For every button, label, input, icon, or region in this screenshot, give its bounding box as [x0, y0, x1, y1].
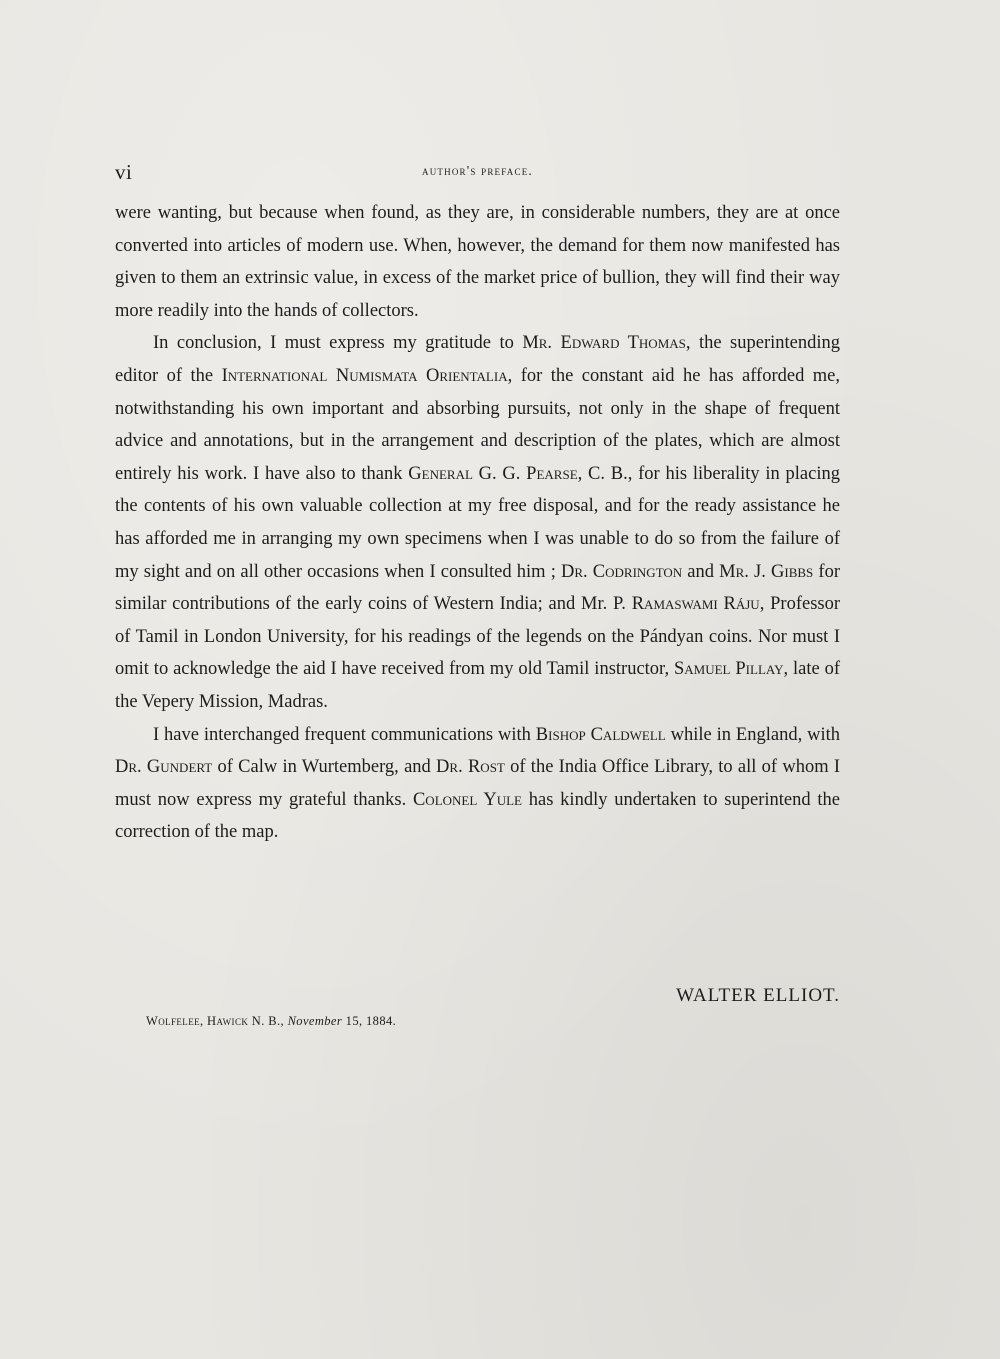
- page-number: vi: [115, 160, 133, 184]
- paragraph: [115, 327, 840, 718]
- small-caps-name: Mr. J. Gibbs: [719, 561, 814, 582]
- small-caps-name: Samuel Pillay: [673, 659, 784, 680]
- text-run: of Calw in Wurtemberg, and: [212, 757, 437, 778]
- text-run: and: [682, 561, 720, 582]
- page-header: [115, 160, 840, 184]
- text-run: of the India Office Library, to all of whom I must now express my grateful thanks.: [115, 757, 841, 810]
- small-caps-name: Dr. Rost: [436, 757, 505, 778]
- paragraph: [115, 197, 840, 327]
- small-caps-name: Bishop Caldwell: [535, 724, 666, 745]
- text-run: while in England, with: [665, 724, 840, 745]
- dateline: [146, 1014, 396, 1029]
- text-run: were wanting, but because when found, as they are, in considerable numbers, they are at once converted into articles of modern use. When, however, the demand for them now manifested has given to them an extrinsic value, in excess of the market price of bullion, they will find their way more readily into the hands of collectors.: [115, 203, 840, 321]
- small-caps-name: International Numismata Orientalia: [221, 365, 508, 386]
- text-run: , for the constant aid he has afforded me, notwithstanding his own important and absorbing pursuits, not only in the shape of frequent advice and annotations, but in the arrangement and description of the plates, which are almost entirely his work. I have also to thank: [115, 365, 841, 484]
- text-run: I have interchanged frequent communications with: [153, 724, 536, 745]
- small-caps-name: General G. G. Pearse: [408, 463, 578, 484]
- text-run: for similar contributions of the early coins of Western India; and Mr. P.: [115, 561, 841, 615]
- running-title: author's preface.: [422, 163, 533, 178]
- small-caps-name: Colonel Yule: [412, 789, 522, 810]
- preface-body: [115, 197, 840, 849]
- paragraph: [115, 719, 840, 849]
- small-caps-name: Dr. Codrington: [561, 561, 683, 582]
- small-caps-name: Mr. Edward Thomas: [522, 333, 686, 354]
- text-run: , late of the Vepery Mission, Madras.: [115, 659, 840, 712]
- small-caps-name: Dr. Gundert: [115, 757, 213, 778]
- text-run: , Professor of Tamil in London University, for his readings of the legends on the Pándyan coins. Nor must I omit to acknowledge the aid I have received from my old Tamil instructor,: [115, 594, 841, 680]
- text-run: , the superintending editor of the: [115, 333, 840, 386]
- dateline-date: 15, 1884.: [342, 1014, 397, 1028]
- text-run: In conclusion, I must express my gratitude to: [153, 333, 523, 354]
- dateline-month: November: [287, 1014, 343, 1028]
- author-signature: WALTER ELLIOT.: [676, 985, 840, 1006]
- dateline-place: Wolfelee, Hawick N. B.,: [146, 1014, 288, 1028]
- text-run: has kindly undertaken to superintend the correction of the map.: [115, 789, 840, 843]
- text-run: , C. B., for his liberality in placing the contents of his own valuable collection at my free disposal, and for the ready assistance he has afforded me in arranging my own specimens when I was unable to do so from the failure of my sight and on all other occasions when I consulted him ;: [115, 463, 840, 582]
- small-caps-name: Ramaswami Ráju: [631, 594, 760, 615]
